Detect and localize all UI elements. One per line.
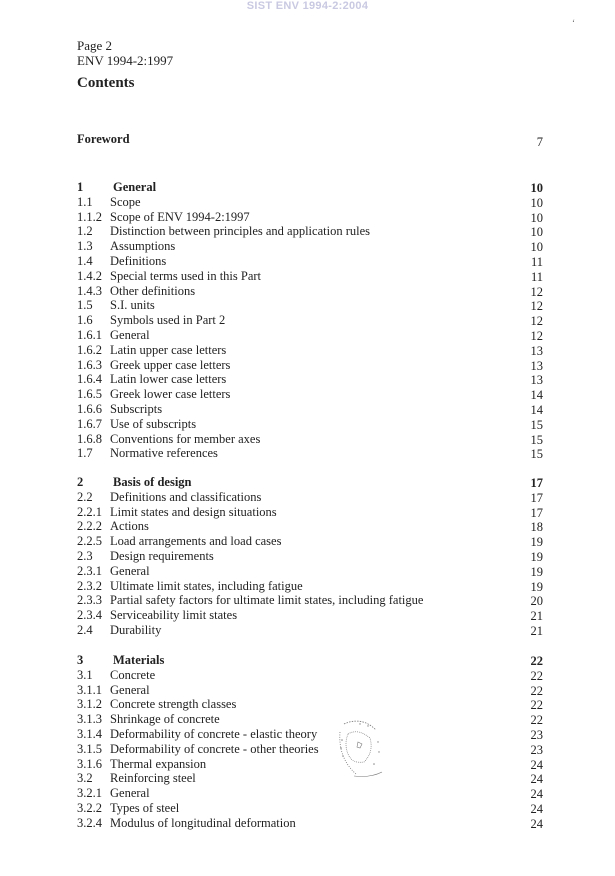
section-title: Symbols used in Part 2 [110, 313, 226, 328]
page-number: 22 [530, 668, 543, 683]
foreword-label: Foreword [77, 132, 130, 146]
page-number: 10 [530, 181, 543, 195]
section-title: Scope [110, 194, 141, 209]
page-number: 22 [530, 698, 543, 713]
section-title: Latin upper case letters [110, 342, 227, 357]
page-number: 12 [530, 314, 543, 329]
section-number: 3.2.2 [77, 800, 102, 815]
toc-entry[interactable] [77, 284, 543, 299]
section-number: 1.4 [77, 253, 93, 268]
toc-entry[interactable] [77, 757, 543, 772]
contents-title: Contents [77, 75, 135, 91]
section-number: 1.6.3 [77, 357, 102, 372]
section-title: Normative references [110, 446, 218, 461]
page-number: 12 [530, 299, 543, 314]
section-number: 1.1.2 [77, 209, 102, 224]
section-title: Use of subscripts [110, 416, 197, 431]
toc-entry[interactable] [77, 239, 543, 254]
page-number: 23 [530, 727, 543, 742]
section-title: General [113, 180, 157, 194]
toc-entry[interactable] [77, 608, 543, 623]
page-number: 23 [530, 742, 543, 757]
section-number: 2.3.1 [77, 563, 102, 578]
section-title: Definitions and classifications [110, 489, 262, 504]
toc-entry[interactable] [77, 298, 543, 313]
toc-section-3 [77, 653, 543, 831]
section-number: 1.6.1 [77, 327, 102, 342]
page-number: 20 [530, 594, 543, 609]
section-title: Modulus of longitudinal deformation [110, 815, 296, 830]
section-title: Concrete strength classes [110, 697, 237, 712]
page-number: 24 [530, 787, 543, 802]
toc-entry[interactable] [77, 712, 543, 727]
page-number: 11 [530, 269, 543, 284]
page-number: 13 [530, 358, 543, 373]
section-title: Durability [110, 622, 162, 637]
page-number: 15 [530, 417, 543, 432]
section-number: 1.6.5 [77, 387, 102, 402]
section-number: 3.2.1 [77, 786, 102, 801]
section-title: General [110, 327, 150, 342]
page-number: 17 [530, 490, 543, 505]
section-title: Concrete [110, 667, 156, 682]
page-number: Page 2 [77, 38, 113, 53]
section-title: Types of steel [110, 800, 180, 815]
section-number: 2.2.1 [77, 504, 102, 519]
toc-entry[interactable] [77, 727, 543, 742]
toc-entry[interactable] [77, 549, 543, 564]
section-title: Materials [113, 653, 165, 667]
section-number: 1.6.6 [77, 401, 102, 416]
section-title: Greek lower case letters [110, 387, 231, 402]
toc-entry[interactable] [77, 269, 543, 284]
section-number: 1.5 [77, 298, 93, 313]
page-number: 10 [530, 225, 543, 240]
section-title: Distinction between principles and application rules [110, 224, 370, 239]
page-number: 19 [530, 564, 543, 579]
toc-entry[interactable] [77, 387, 543, 402]
section-number: 3.1.2 [77, 697, 102, 712]
toc-section-1 [77, 180, 543, 461]
section-number: 1.7 [77, 446, 93, 461]
section-title: Serviceability limit states [110, 608, 238, 623]
section-number: 3 [77, 653, 84, 667]
document-reference: ENV 1994-2:1997 [77, 53, 174, 68]
toc-entry[interactable] [77, 771, 543, 786]
section-number: 2.2 [77, 489, 93, 504]
toc-chapter-heading[interactable] [77, 475, 543, 490]
toc-entry[interactable] [77, 210, 543, 225]
section-number: 1.4.3 [77, 283, 102, 298]
toc-entry[interactable] [77, 313, 543, 328]
toc-entry[interactable] [77, 593, 543, 608]
section-title: Load arrangements and load cases [110, 534, 282, 549]
section-title: Scope of ENV 1994-2:1997 [110, 209, 250, 224]
toc-entry[interactable] [77, 254, 543, 269]
foreword-page: 7 [536, 135, 543, 149]
section-title: Thermal expansion [110, 756, 207, 771]
page-number: 15 [530, 432, 543, 447]
section-number: 1.6.7 [77, 416, 102, 431]
page-number: 18 [530, 520, 543, 535]
section-title: Special terms used in this Part [110, 268, 262, 283]
section-number: 2.4 [77, 622, 93, 637]
section-number: 1.6.2 [77, 342, 102, 357]
section-title: Assumptions [110, 239, 176, 254]
section-title: Partial safety factors for ultimate limit states, including fatigue [110, 593, 424, 608]
toc-entry[interactable] [77, 358, 543, 373]
section-number: 2.3.4 [77, 608, 102, 623]
toc-chapter-heading[interactable] [77, 180, 543, 195]
page-number: 22 [530, 683, 543, 698]
section-title: Latin lower case letters [110, 372, 227, 387]
page-number: 14 [530, 402, 543, 417]
section-title: Deformability of concrete - other theories [110, 741, 319, 756]
page-number: 17 [530, 505, 543, 520]
toc-entry[interactable] [77, 490, 543, 505]
official-seal-stamp [334, 718, 384, 780]
toc-entry[interactable] [77, 801, 543, 816]
toc-entry[interactable] [77, 519, 543, 534]
toc-entry[interactable] [77, 505, 543, 520]
section-title: Definitions [110, 253, 167, 268]
section-title: Subscripts [110, 401, 163, 416]
toc-entry[interactable] [77, 224, 543, 239]
page-number: 19 [530, 535, 543, 550]
section-number: 3.2.4 [77, 815, 102, 830]
page-number: 14 [530, 388, 543, 403]
section-number: 3.1 [77, 667, 93, 682]
toc-entry[interactable] [77, 579, 543, 594]
toc-section-2 [77, 475, 543, 638]
section-number: 1.6.8 [77, 431, 102, 446]
page-number: 10 [530, 240, 543, 255]
section-number: 2.3.2 [77, 578, 102, 593]
section-number: 3.1.4 [77, 726, 102, 741]
toc-entry[interactable] [77, 683, 543, 698]
section-title: Greek upper case letters [110, 357, 231, 372]
toc-entry[interactable] [77, 446, 543, 461]
toc-entry[interactable] [77, 343, 543, 358]
toc-foreword[interactable] [77, 132, 543, 147]
page-number: 21 [530, 609, 543, 624]
section-number: 3.1.3 [77, 712, 102, 727]
toc-entry[interactable] [77, 402, 543, 417]
toc-entry[interactable] [77, 786, 543, 801]
page-number: 17 [530, 476, 543, 490]
section-title: Design requirements [110, 548, 214, 563]
toc-entry[interactable] [77, 328, 543, 343]
page-number: 10 [530, 210, 543, 225]
section-title: Deformability of concrete - elastic theory [110, 726, 318, 741]
toc-entry[interactable] [77, 534, 543, 549]
page-number: 24 [530, 772, 543, 787]
section-number: 1.2 [77, 224, 93, 239]
page-number: 24 [530, 816, 543, 831]
section-title: Reinforcing steel [110, 771, 196, 786]
toc-entry[interactable] [77, 697, 543, 712]
section-number: 1.4.2 [77, 268, 102, 283]
toc-entry[interactable] [77, 668, 543, 683]
page-number: 12 [530, 284, 543, 299]
page-number: 19 [530, 549, 543, 564]
section-number: 2.3 [77, 548, 93, 563]
section-number: 2 [77, 475, 84, 489]
page-number: 12 [530, 328, 543, 343]
section-title: Other definitions [110, 283, 196, 298]
section-title: Basis of design [113, 475, 192, 489]
toc-entry[interactable] [77, 623, 543, 638]
section-number: 3.1.1 [77, 682, 102, 697]
section-number: 1.6.4 [77, 372, 102, 387]
page-number: 24 [530, 801, 543, 816]
toc-entry[interactable] [77, 195, 543, 210]
page-number: 21 [530, 623, 543, 638]
section-number: 2.2.5 [77, 534, 102, 549]
section-number: 2.2.2 [77, 519, 102, 534]
toc-chapter-heading[interactable] [77, 653, 543, 668]
section-title: Conventions for member axes [110, 431, 261, 446]
page-number: 15 [530, 447, 543, 462]
page-number: 11 [530, 254, 543, 269]
page-number: 24 [530, 757, 543, 772]
toc-entry[interactable] [77, 742, 543, 757]
section-number: 3.1.5 [77, 741, 102, 756]
page-number: 19 [530, 579, 543, 594]
toc-entry[interactable] [77, 417, 543, 432]
page-number: 10 [530, 195, 543, 210]
toc-entry[interactable] [77, 432, 543, 447]
section-title: Ultimate limit states, including fatigue [110, 578, 303, 593]
watermark: SIST ENV 1994-2:2004 [246, 0, 369, 12]
section-title: Actions [110, 519, 149, 534]
section-number: 1.3 [77, 239, 93, 254]
page-number: 13 [530, 343, 543, 358]
page-number: 22 [530, 654, 543, 668]
section-title: General [110, 563, 150, 578]
toc-entry[interactable] [77, 816, 543, 831]
section-title: General [110, 682, 150, 697]
section-number: 1.6 [77, 313, 93, 328]
toc-entry[interactable] [77, 564, 543, 579]
section-number: 1.1 [77, 194, 93, 209]
section-number: 3.1.6 [77, 756, 102, 771]
page-number: 22 [530, 713, 543, 728]
section-number: 3.2 [77, 771, 93, 786]
section-title: S.I. units [110, 298, 155, 313]
corner-mark: ‘ [572, 18, 575, 28]
page-number: 13 [530, 373, 543, 388]
section-title: Limit states and design situations [110, 504, 277, 519]
section-number: 1 [77, 180, 84, 194]
toc-entry[interactable] [77, 372, 543, 387]
section-title: General [110, 786, 150, 801]
section-number: 2.3.3 [77, 593, 102, 608]
section-title: Shrinkage of concrete [110, 712, 220, 727]
